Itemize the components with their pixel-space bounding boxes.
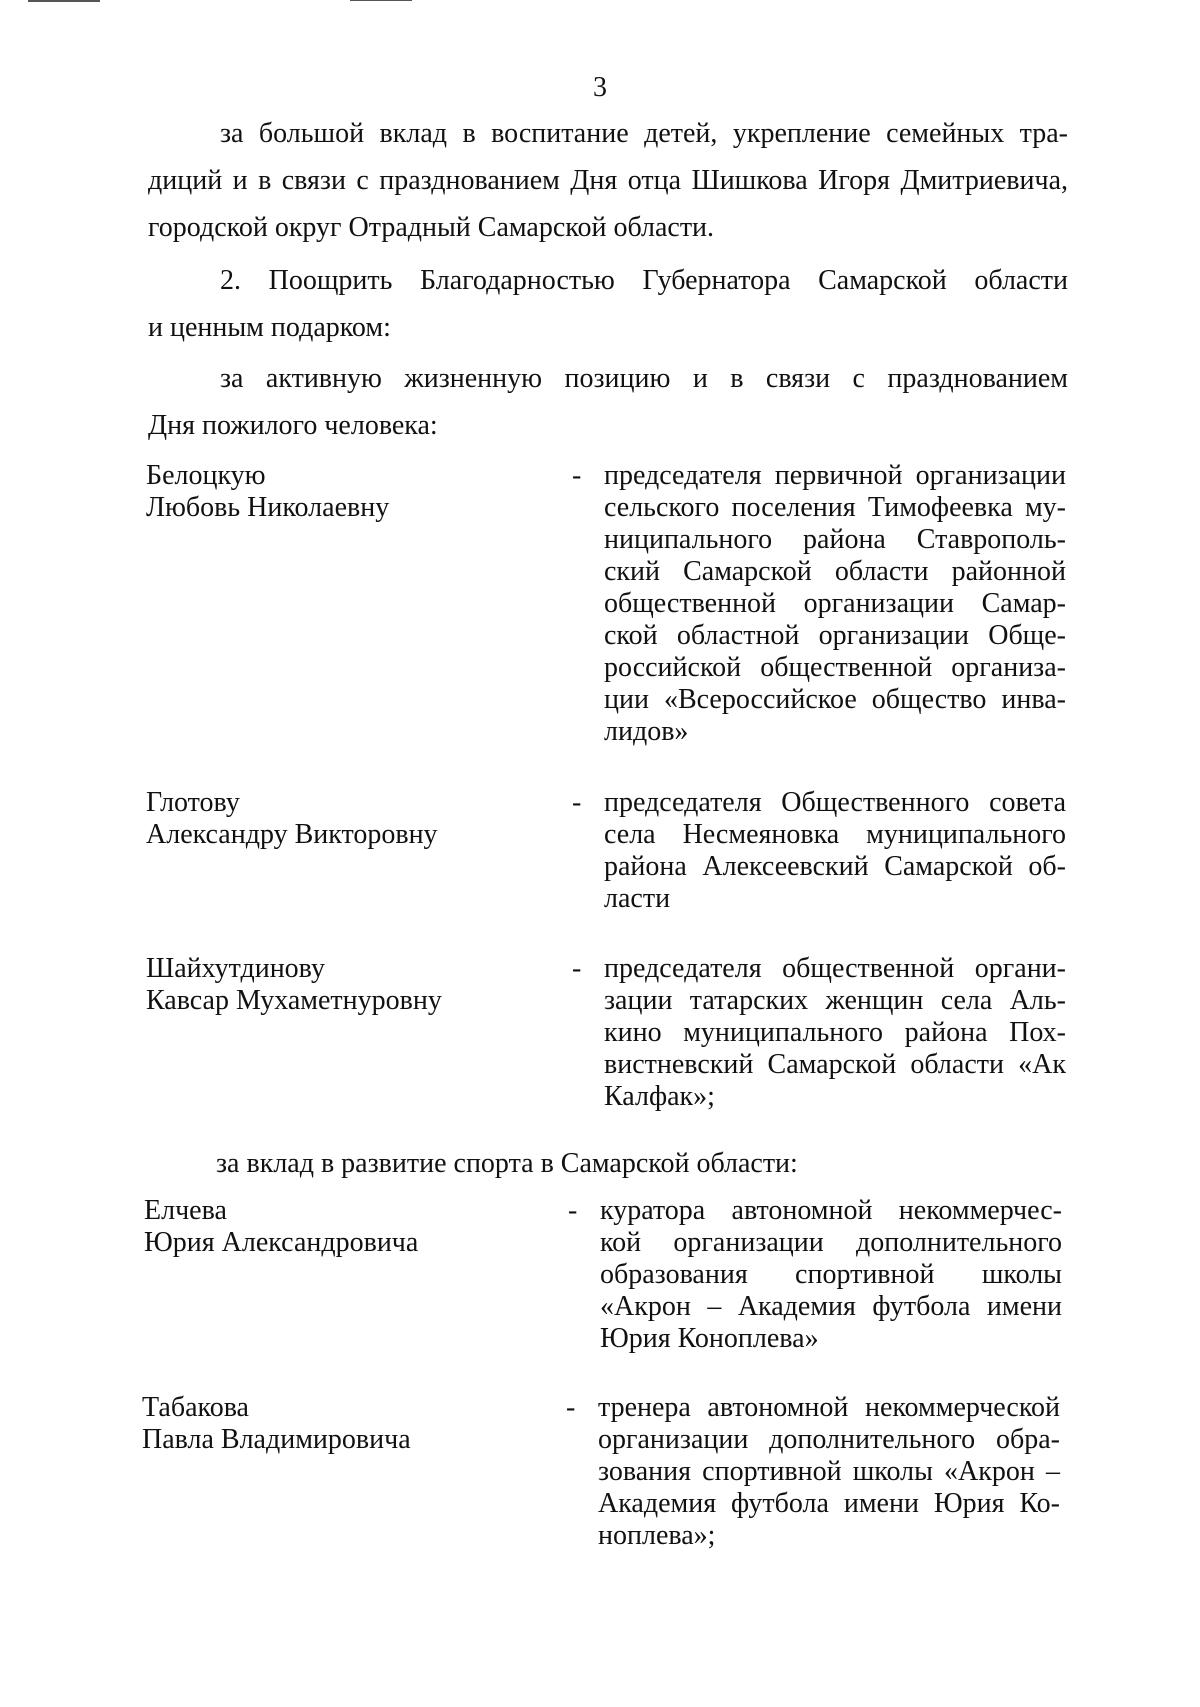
position-line: председателя Общественного совета [604, 787, 1066, 818]
position-line: образования спортивной школы [600, 1259, 1062, 1290]
clause-2-paragraph [148, 257, 1068, 351]
recipient-position [604, 787, 1066, 915]
position-line: общественной организации Самар- [604, 588, 1066, 619]
position-line: Академия футбола имени Юрия Ко- [598, 1488, 1060, 1519]
position-line: тренера автономной некоммерческой [598, 1392, 1060, 1423]
recipient-position [604, 953, 1066, 1113]
position-line: организации дополнительного обра- [598, 1424, 1060, 1455]
position-line: зования спортивной школы «Акрон – [598, 1456, 1060, 1487]
position-line: села Несмеяновка муниципального [604, 819, 1066, 850]
intro-paragraph [148, 110, 1068, 251]
entry-dash: - [566, 1392, 576, 1423]
position-line: сельского поселения Тимофеевка му- [604, 492, 1066, 523]
position-line: куратора автономной некоммерчес- [600, 1195, 1062, 1226]
position-line: Калфак»; [604, 1081, 715, 1112]
position-line: ниципального района Ставрополь- [604, 524, 1066, 555]
recipient-surname: Шайхутдинову [146, 953, 325, 984]
recipient-given-names: Александру Викторовну [146, 819, 438, 850]
position-line: зации татарских женщин села Аль- [604, 985, 1066, 1016]
recipient-name [142, 1392, 542, 1456]
position-line: лидов» [604, 716, 689, 747]
recipient-name [146, 460, 546, 524]
recipient-name [144, 1195, 544, 1259]
recipient-name [146, 787, 546, 851]
position-line: председателя общественной органи- [604, 953, 1066, 984]
position-line: председателя первичной организации [604, 460, 1066, 491]
position-line: ский Самарской области районной [604, 556, 1066, 587]
scan-edge-mark [350, 0, 412, 1]
entry-dash: - [568, 1195, 578, 1226]
recipient-given-names: Любовь Николаевну [146, 492, 390, 523]
recipient-surname: Елчева [144, 1195, 227, 1226]
recipient-surname: Глотову [146, 787, 240, 818]
recipient-position [604, 460, 1066, 748]
recipient-position [598, 1392, 1060, 1552]
recipient-given-names: Павла Владимировича [142, 1424, 411, 1455]
entry-dash: - [572, 787, 582, 818]
section-heading-line: Дня пожилого человека: [148, 410, 438, 441]
position-line: «Акрон – Академия футбола имени [600, 1291, 1062, 1322]
recipient-given-names: Юрия Александровича [144, 1227, 419, 1258]
section-heading-line: за активную жизненную позицию и в связи с празднованием [220, 363, 1068, 394]
recipient-given-names: Кавсар Мухаметнуровну [146, 985, 442, 1016]
clause-line: и ценным подарком: [148, 312, 391, 343]
position-line: района Алексеевский Самарской об- [604, 851, 1066, 882]
position-line: кой организации дополнительного [600, 1227, 1062, 1258]
recipient-name [146, 953, 546, 1017]
recipient-surname: Табакова [142, 1392, 249, 1423]
intro-line: городской округ Отрадный Самарской области. [148, 212, 715, 243]
position-line: российской общественной организа- [604, 652, 1066, 683]
intro-line: диций и в связи с празднованием Дня отца Шишкова Игоря Дмитриевича, [148, 165, 1068, 196]
position-line: ции «Всероссийское общество инва- [604, 684, 1066, 715]
position-line: ласти [604, 883, 671, 914]
scan-edge-mark [28, 0, 100, 2]
intro-line: за большой вклад в воспитание детей, укрепление семейных тра- [220, 118, 1068, 149]
position-line: ноплева»; [598, 1520, 716, 1551]
position-line: Юрия Коноплева» [600, 1323, 819, 1354]
entry-dash: - [572, 460, 582, 491]
section-1-heading [148, 355, 1068, 449]
recipient-position [600, 1195, 1062, 1355]
position-line: вистневский Самарской области «Ак [604, 1049, 1066, 1080]
position-line: ской областной организации Обще- [604, 620, 1066, 651]
recipient-surname: Белоцкую [146, 460, 266, 491]
clause-line: 2. Поощрить Благодарностью Губернатора Самарской области [220, 265, 1068, 296]
position-line: кино муниципального района Пох- [604, 1017, 1066, 1048]
section-2-heading: за вклад в развитие спорта в Самарской области: [216, 1148, 798, 1179]
entry-dash: - [572, 953, 582, 984]
page-number: 3 [593, 72, 607, 103]
